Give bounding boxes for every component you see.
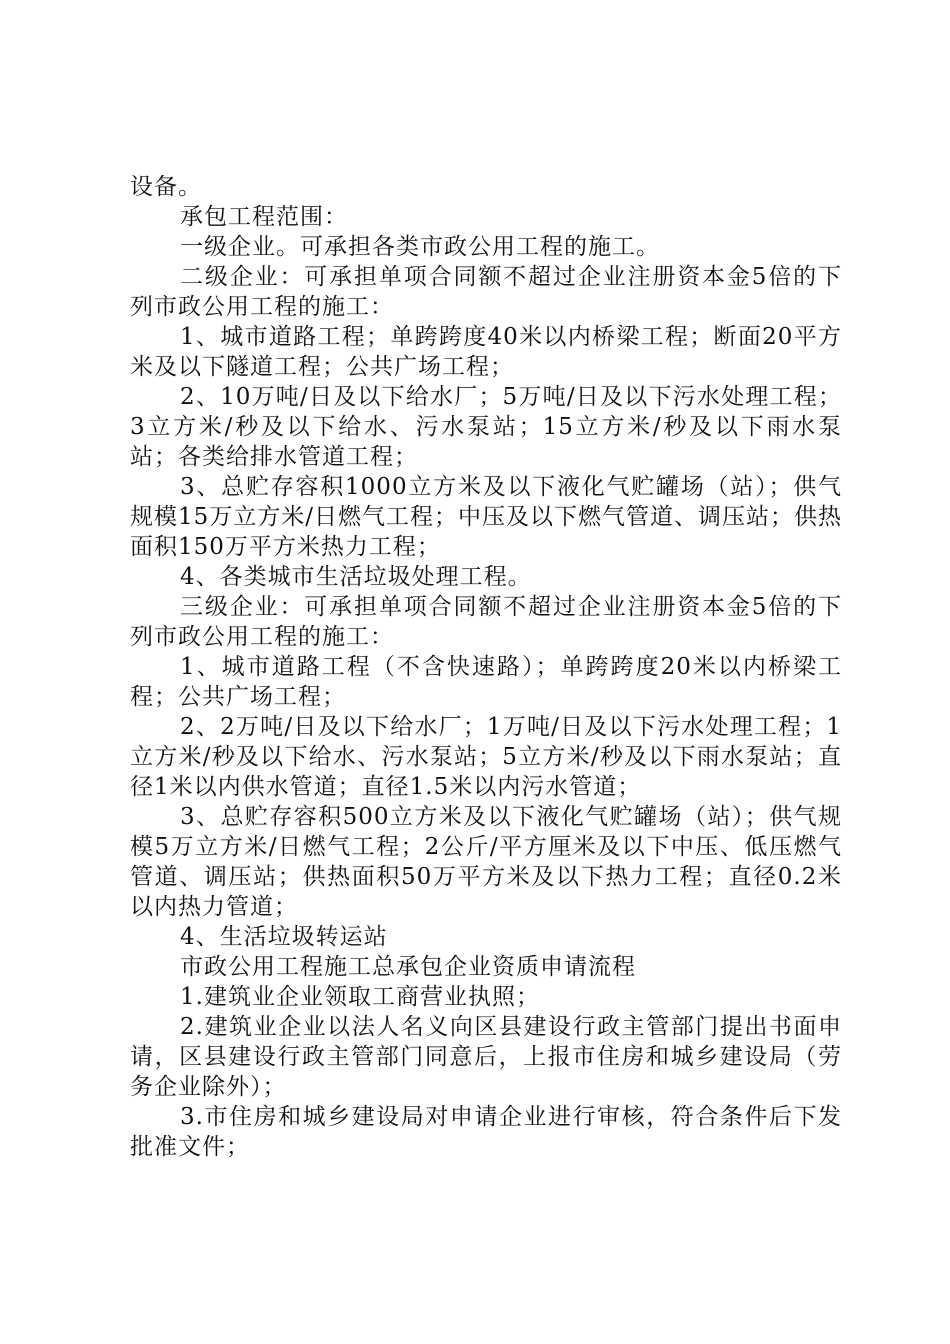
paragraph-process-heading: 市政公用工程施工总承包企业资质申请流程	[180, 954, 636, 980]
paragraph-grade-3-item-4: 4、生活垃圾转运站	[180, 924, 388, 950]
paragraph-process-step-2: 2.建筑业企业以法人名义向区县建设行政主管部门提出书面申请，区县建设行政主管部门同意后，上报市住房和城乡建设局（劳务企业除外）；	[130, 1014, 842, 1100]
document-body	[130, 172, 842, 1162]
paragraph-process-step-1: 1.建筑业企业领取工商营业执照；	[180, 984, 540, 1010]
paragraph-grade-2-item-2: 2、10万吨/日及以下给水厂；5万吨/日及以下污水处理工程；3立方米/秒及以下给水、污水泵站；15立方米/秒及以下雨水泵站；各类给排水管道工程；	[130, 384, 842, 470]
paragraph-grade-2-item-4: 4、各类城市生活垃圾处理工程。	[180, 564, 532, 590]
paragraph-grade-2-item-1: 1、城市道路工程；单跨跨度40米以内桥梁工程；断面20平方米及以下隧道工程；公共广场工程；	[130, 324, 842, 380]
paragraph-scope-heading: 承包工程范围：	[180, 204, 348, 230]
paragraph-grade-3-item-3: 3、总贮存容积500立方米及以下液化气贮罐场（站）；供气规模5万立方米/日燃气工程；2公斤/平方厘米及以下中压、低压燃气管道、调压站；供热面积50万平方米及以下热力工程；直径0.2米以内热力管道；	[130, 804, 842, 920]
paragraph-grade-3: 三级企业：可承担单项合同额不超过企业注册资本金5倍的下列市政公用工程的施工：	[130, 594, 842, 650]
paragraph-process-step-3: 3.市住房和城乡建设局对申请企业进行审核，符合条件后下发批准文件；	[130, 1104, 842, 1160]
paragraph-grade-2: 二级企业：可承担单项合同额不超过企业注册资本金5倍的下列市政公用工程的施工：	[130, 264, 842, 320]
paragraph-equipment: 设备。	[130, 174, 202, 200]
paragraph-grade-3-item-1: 1、城市道路工程（不含快速路）；单跨跨度20米以内桥梁工程；公共广场工程；	[130, 654, 842, 710]
paragraph-grade-3-item-2: 2、2万吨/日及以下给水厂；1万吨/日及以下污水处理工程；1立方米/秒及以下给水、污水泵站；5立方米/秒及以下雨水泵站；直径1米以内供水管道；直径1.5米以内污水管道；	[130, 714, 842, 800]
paragraph-grade-1: 一级企业。可承担各类市政公用工程的施工。	[180, 234, 660, 260]
paragraph-grade-2-item-3: 3、总贮存容积1000立方米及以下液化气贮罐场（站）；供气规模15万立方米/日燃气工程；中压及以下燃气管道、调压站；供热面积150万平方米热力工程；	[130, 474, 843, 560]
